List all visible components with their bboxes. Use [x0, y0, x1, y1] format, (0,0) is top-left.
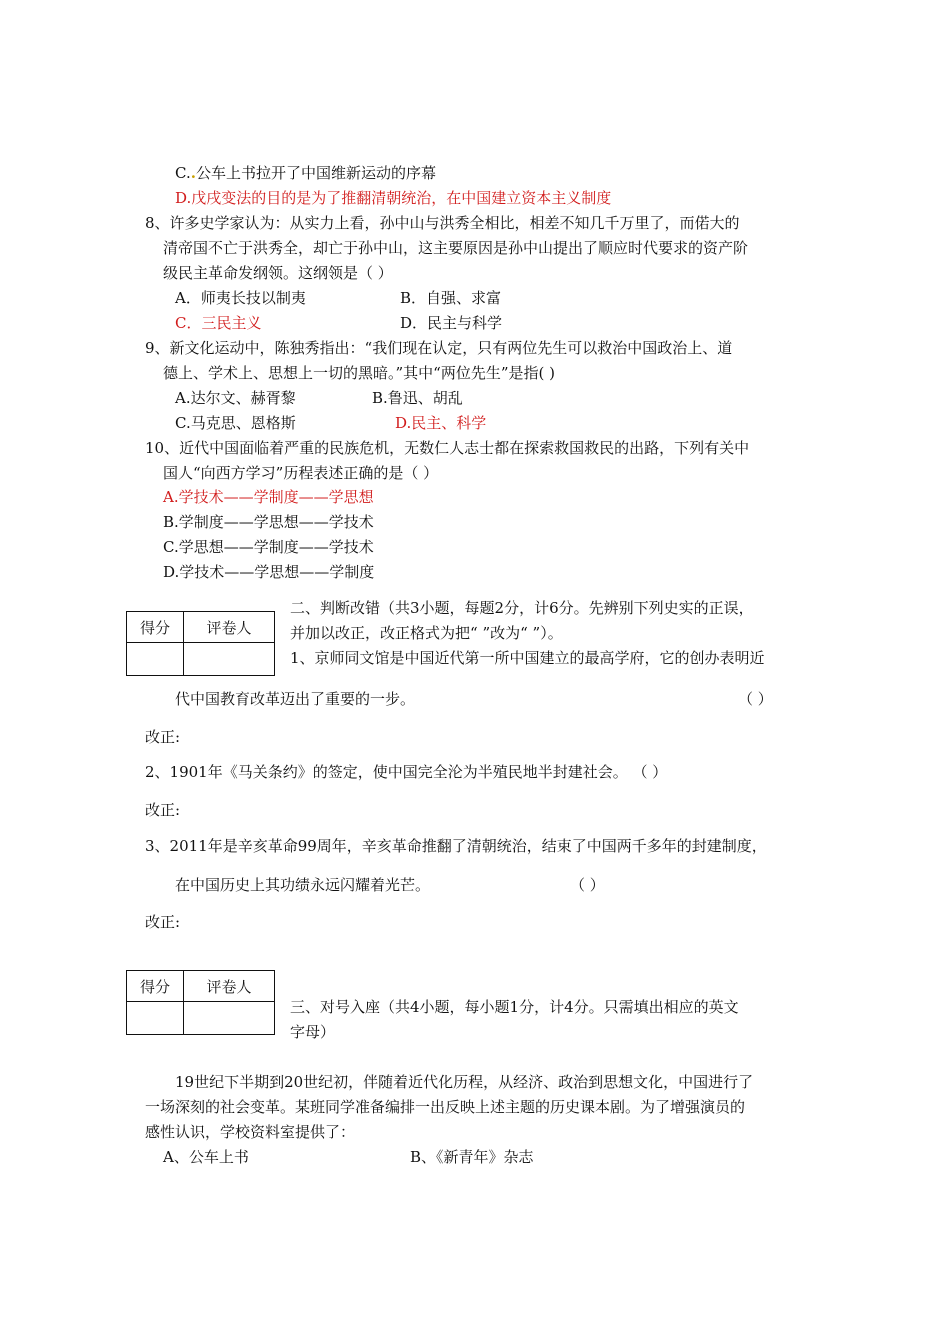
- s3-paragraph-line2: 一场深刻的社会变革。某班同学准备编排一出反映上述主题的历史课本剧。为了增强演员的: [145, 1098, 746, 1116]
- q9-stem-line1: 9、新文化运动中，陈独秀指出：“我们现在认定，只有两位先生可以救治中国政治上、道: [145, 339, 733, 357]
- s2-q1-correction-label: 改正:: [145, 728, 181, 746]
- q8-stem-line3: 级民主革命发纲领。这纲领是（ ）: [163, 264, 393, 282]
- s2-q1-line2: 代中国教育改革迈出了重要的一步。: [175, 690, 416, 708]
- annotation-mark: .: [190, 164, 196, 182]
- s2-q3-correction-label: 改正:: [145, 913, 181, 931]
- q9-stem-line2: 德上、学术上、思想上一切的黑暗。”其中“两位先生”是指( ): [163, 364, 555, 382]
- q9-option-d: D.民主、科学: [395, 414, 487, 432]
- section2-title-line2: 并加以改正，改正格式为把“ ”改为“ ”）。: [290, 624, 563, 642]
- q9-option-a: A.达尔文、赫胥黎: [175, 389, 296, 407]
- s2-q2: 2、1901年《马关条约》的签定，使中国完全沦为半殖民地半封建社会。 （ ）: [145, 763, 668, 781]
- score-table-section2: [126, 611, 275, 676]
- grader-cell: [184, 643, 275, 676]
- s3-option-b: B、《新青年》杂志: [410, 1148, 534, 1166]
- s2-q1-answer-paren: （ ）: [738, 690, 773, 708]
- q10-option-d: D.学技术——学思想——学制度: [163, 563, 375, 581]
- s2-q3-line1: 3、2011年是辛亥革命99周年，辛亥革命推翻了清朝统治，结束了中国两千多年的封建制度，: [145, 837, 767, 855]
- score-cell: [127, 1002, 184, 1035]
- s2-q3-answer-paren: （ ）: [570, 876, 605, 894]
- s2-q3-line2: 在中国历史上其功绩永远闪耀着光芒。: [175, 876, 431, 894]
- q7-option-d: D.戊戌变法的目的是为了推翻清朝统治，在中国建立资本主义制度: [175, 189, 612, 207]
- section2-title-line1: 二、判断改错（共3小题，每题2分，计6分。先辨别下列史实的正误，: [290, 599, 754, 617]
- score-table-section3: [126, 970, 275, 1035]
- s2-q1-line1: 1、京师同文馆是中国近代第一所中国建立的最高学府，它的创办表明近: [290, 649, 765, 667]
- q10-option-b: B.学制度——学思想——学技术: [163, 513, 374, 531]
- q8-stem-line2: 清帝国不亡于洪秀全，却亡于孙中山，这主要原因是孙中山提出了顺应时代要求的资产阶: [163, 239, 749, 257]
- q10-stem-line1: 10、近代中国面临着严重的民族危机，无数仁人志士都在探索救国救民的出路，下列有关中: [145, 439, 750, 457]
- s3-paragraph-line1: 19世纪下半期到20世纪初，伴随着近代化历程，从经济、政治到思想文化，中国进行了: [175, 1073, 754, 1091]
- section3-title-line2: 字母）: [290, 1023, 336, 1041]
- q9-option-b: B.鲁迅、胡乱: [372, 389, 463, 407]
- q10-option-c: C.学思想——学制度——学技术: [163, 538, 374, 556]
- q9-option-c: C.马克思、恩格斯: [175, 414, 296, 432]
- score-header: 得分: [127, 612, 184, 643]
- score-header: 得分: [127, 971, 184, 1002]
- grader-cell: [184, 1002, 275, 1035]
- q8-stem-line1: 8、许多史学家认为：从实力上看，孙中山与洪秀全相比，相差不知几千万里了，而偌大的: [145, 214, 740, 232]
- score-cell: [127, 643, 184, 676]
- q10-stem-line2: 国人“向西方学习”历程表述正确的是（ ）: [163, 464, 439, 482]
- q8-option-b: B．自强、求富: [400, 289, 502, 307]
- s2-q2-correction-label: 改正:: [145, 801, 181, 819]
- grader-header: 评卷人: [184, 612, 275, 643]
- q7-option-c: C..公车上书拉开了中国维新运动的序幕: [175, 164, 436, 182]
- s3-paragraph-line3: 感性认识，学校资料室提供了：: [145, 1123, 356, 1141]
- q8-option-d: D．民主与科学: [400, 314, 503, 332]
- q10-option-a: A.学技术——学制度——学思想: [163, 488, 374, 506]
- q8-option-c: C．三民主义: [175, 314, 262, 332]
- q8-option-a: A．师夷长技以制夷: [175, 289, 306, 307]
- s3-option-a: A、公车上书: [163, 1148, 249, 1166]
- grader-header: 评卷人: [184, 971, 275, 1002]
- section3-title-line1: 三、对号入座（共4小题，每小题1分，计4分。只需填出相应的英文: [290, 998, 739, 1016]
